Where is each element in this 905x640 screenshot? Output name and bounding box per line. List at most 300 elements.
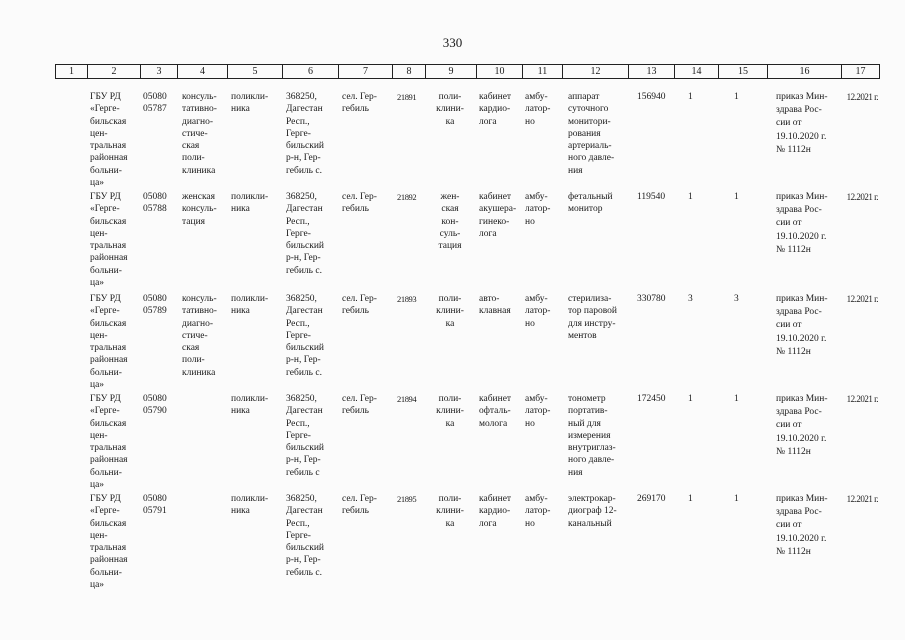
date-line: 12.2021 г. (846, 192, 878, 202)
quantity-line: 1 (688, 192, 693, 202)
care-mode-line: но (525, 418, 535, 429)
unit-type-cell (231, 191, 281, 216)
settlement-cell (342, 493, 392, 518)
number-cell (397, 293, 423, 305)
address-line: Герге- (286, 330, 311, 341)
subdivision-line: стиче- (182, 128, 208, 139)
organization-line: ГБУ РД (90, 494, 121, 504)
unit-type-line: ника (231, 506, 250, 517)
address-line: Дагестан (286, 406, 323, 417)
department-line: жен- (440, 192, 460, 202)
care-mode-line: латор- (525, 204, 551, 215)
order-line: здрава Рос- (776, 507, 822, 518)
equipment-cell (568, 191, 630, 216)
equipment-line: электрокар- (568, 494, 616, 504)
quantity-line: 1 (688, 394, 693, 404)
cabinet-cell (479, 393, 523, 430)
price-line: 156940 (637, 92, 666, 102)
organization-line: цен- (90, 430, 108, 441)
address-line: 368250, (286, 294, 317, 304)
organization-line: районная (90, 555, 128, 566)
equipment-cell (568, 493, 630, 530)
address-line: р-н, Гер- (286, 355, 321, 366)
column-number-11: 11 (522, 65, 562, 78)
cabinet-cell (479, 91, 523, 128)
organization-line: бильская (90, 518, 127, 529)
unit-type-line: поликли- (231, 394, 269, 404)
equipment-line: фетальный (568, 192, 613, 202)
unit-type-line: ника (231, 306, 250, 317)
date-line: 12.2021 г. (846, 92, 878, 102)
care-mode-line: амбу- (525, 294, 548, 304)
number-line: 21891 (397, 92, 417, 102)
order-cell (776, 191, 842, 257)
care-mode-line: латор- (525, 104, 551, 115)
department-cell (425, 191, 475, 252)
date-cell (842, 293, 878, 305)
cabinet-cell (479, 191, 523, 240)
care-mode-line: амбу- (525, 192, 548, 202)
equipment-line: монитори- (568, 116, 611, 127)
settlement-line: сел. Гер- (342, 294, 377, 304)
equipment-line: рования (568, 128, 601, 139)
column-number-3: 3 (140, 65, 177, 78)
order-line: сии от (776, 520, 802, 531)
order-line: сии от (776, 420, 802, 431)
code-cell (143, 91, 179, 116)
settlement-cell (342, 191, 392, 216)
quantity-cell (688, 91, 708, 103)
order-line: приказ Мин- (776, 192, 828, 202)
column-number-5: 5 (227, 65, 282, 78)
price-cell (637, 393, 675, 405)
unit-type-cell (231, 293, 281, 318)
subdivision-line: тация (182, 216, 206, 227)
code-line: 05791 (143, 506, 167, 517)
subdivision-cell (182, 191, 228, 228)
code-cell (143, 393, 179, 418)
order-line: № 1112н (776, 546, 811, 557)
department-cell (425, 293, 475, 330)
price-line: 119540 (637, 192, 666, 202)
price-line: 269170 (637, 494, 666, 504)
address-line: Дагестан (286, 306, 323, 317)
department-cell (425, 493, 475, 530)
address-line: Дагестан (286, 104, 323, 115)
organization-line: цен- (90, 128, 108, 139)
quantity-line: 1 (688, 92, 693, 102)
address-line: Герге- (286, 228, 311, 239)
cabinet-cell (479, 293, 523, 318)
cabinet-line: кабинет (479, 192, 512, 202)
department-cell (425, 91, 475, 128)
equipment-line: монитор (568, 204, 603, 215)
address-line: бильский (286, 443, 324, 454)
quantity-plan-line: 3 (734, 294, 739, 304)
price-line: 330780 (637, 294, 666, 304)
address-line: р-н, Гер- (286, 153, 321, 164)
organization-line: «Герге- (90, 406, 120, 417)
date-cell (842, 91, 878, 103)
department-line: тация (438, 241, 462, 252)
department-cell (425, 393, 475, 430)
column-number-15: 15 (718, 65, 767, 78)
care-mode-line: но (525, 518, 535, 529)
quantity-plan-cell (734, 191, 754, 203)
care-mode-line: латор- (525, 406, 551, 417)
settlement-line: сел. Гер- (342, 494, 377, 504)
organization-line: тральная (90, 443, 127, 454)
date-cell (842, 191, 878, 203)
organization-line: тральная (90, 343, 127, 354)
cabinet-line: кабинет (479, 494, 512, 504)
address-cell (286, 493, 340, 579)
address-line: 368250, (286, 192, 317, 202)
subdivision-line: ская (182, 343, 200, 354)
department-line: клини- (436, 506, 464, 517)
quantity-plan-line: 1 (734, 92, 739, 102)
order-line: 19.10.2020 г. (776, 231, 827, 242)
column-number-4: 4 (177, 65, 227, 78)
settlement-line: гебиль (342, 104, 369, 115)
equipment-cell (568, 393, 630, 479)
department-line: ка (445, 518, 455, 529)
quantity-plan-line: 1 (734, 494, 739, 504)
number-line: 21892 (397, 192, 417, 202)
unit-type-line: поликли- (231, 294, 269, 304)
number-line: 21893 (397, 294, 417, 304)
subdivision-line: клиника (182, 367, 216, 378)
organization-line: «Герге- (90, 306, 120, 317)
equipment-line: артериаль- (568, 141, 612, 152)
organization-line: «Герге- (90, 204, 120, 215)
settlement-cell (342, 91, 392, 116)
address-line: Герге- (286, 128, 311, 139)
department-line: клини- (436, 306, 464, 317)
column-number-1: 1 (55, 65, 87, 78)
order-line: здрава Рос- (776, 407, 822, 418)
address-cell (286, 91, 340, 177)
date-cell (842, 393, 878, 405)
equipment-line: для инстру- (568, 318, 616, 329)
number-line: 21894 (397, 394, 417, 404)
quantity-line: 3 (688, 294, 693, 304)
quantity-plan-line: 1 (734, 192, 739, 202)
cabinet-line: кардио- (479, 104, 511, 115)
cabinet-cell (479, 493, 523, 530)
price-line: 172450 (637, 394, 666, 404)
order-cell (776, 91, 842, 157)
address-line: Респ., (286, 318, 310, 329)
date-line: 12.2021 г. (846, 294, 878, 304)
order-line: 19.10.2020 г. (776, 533, 827, 544)
cabinet-line: лога (479, 518, 497, 529)
department-line: поли- (438, 92, 462, 102)
date-line: 12.2021 г. (846, 394, 878, 404)
address-line: бильский (286, 141, 324, 152)
column-number-9: 9 (425, 65, 476, 78)
order-line: № 1112н (776, 446, 811, 457)
department-line: ка (445, 418, 455, 429)
unit-type-line: ника (231, 406, 250, 417)
care-mode-line: латор- (525, 506, 551, 517)
settlement-line: гебиль (342, 204, 369, 215)
address-line: бильский (286, 343, 324, 354)
price-cell (637, 293, 675, 305)
subdivision-line: диагно- (182, 318, 214, 329)
cabinet-line: кабинет (479, 92, 512, 102)
organization-line: цен- (90, 330, 108, 341)
organization-line: «Герге- (90, 506, 120, 517)
quantity-line: 1 (688, 494, 693, 504)
quantity-cell (688, 191, 708, 203)
organization-cell (90, 393, 140, 491)
unit-type-cell (231, 493, 281, 518)
code-line: 05080 (143, 394, 167, 404)
settlement-line: сел. Гер- (342, 394, 377, 404)
department-line: клини- (436, 406, 464, 417)
price-cell (637, 191, 675, 203)
cabinet-line: лога (479, 228, 497, 239)
column-number-10: 10 (476, 65, 522, 78)
number-line: 21895 (397, 494, 417, 504)
organization-line: «Герге- (90, 104, 120, 115)
equipment-line: ментов (568, 330, 597, 341)
address-cell (286, 191, 340, 277)
organization-line: ГБУ РД (90, 394, 121, 404)
equipment-line: стерилиза- (568, 294, 612, 304)
address-line: 368250, (286, 494, 317, 504)
unit-type-line: ника (231, 204, 250, 215)
care-mode-line: но (525, 318, 535, 329)
address-line: гебиль с (286, 467, 320, 478)
subdivision-line: диагно- (182, 116, 214, 127)
address-cell (286, 393, 340, 479)
address-line: Дагестан (286, 204, 323, 215)
organization-line: тральная (90, 543, 127, 554)
address-line: 368250, (286, 394, 317, 404)
settlement-line: сел. Гер- (342, 192, 377, 202)
code-line: 05080 (143, 92, 167, 102)
settlement-line: гебиль (342, 306, 369, 317)
care-mode-line: латор- (525, 306, 551, 317)
address-cell (286, 293, 340, 379)
equipment-line: ного давле- (568, 455, 615, 466)
care-mode-cell (525, 91, 561, 128)
equipment-line: суточного (568, 104, 609, 115)
organization-cell (90, 293, 140, 391)
address-line: Герге- (286, 430, 311, 441)
subdivision-line: консуль- (182, 294, 217, 304)
order-line: здрава Рос- (776, 105, 822, 116)
address-line: р-н, Гер- (286, 253, 321, 264)
quantity-plan-cell (734, 393, 754, 405)
address-line: Герге- (286, 530, 311, 541)
organization-line: больни- (90, 467, 122, 478)
subdivision-line: поли- (182, 153, 205, 164)
address-line: Респ., (286, 216, 310, 227)
settlement-line: гебиль (342, 506, 369, 517)
order-line: сии от (776, 118, 802, 129)
organization-line: тральная (90, 141, 127, 152)
equipment-line: аппарат (568, 92, 600, 102)
organization-line: больни- (90, 367, 122, 378)
address-line: 368250, (286, 92, 317, 102)
order-line: сии от (776, 320, 802, 331)
subdivision-cell (182, 91, 228, 177)
organization-line: ГБУ РД (90, 92, 121, 102)
quantity-plan-cell (734, 493, 754, 505)
order-line: приказ Мин- (776, 394, 828, 404)
department-line: ская (441, 204, 459, 215)
quantity-cell (688, 493, 708, 505)
organization-line: цен- (90, 530, 108, 541)
date-line: 12.2021 г. (846, 494, 878, 504)
code-line: 05789 (143, 306, 167, 317)
code-cell (143, 493, 179, 518)
care-mode-cell (525, 393, 561, 430)
department-line: суль- (439, 228, 461, 239)
unit-type-line: поликли- (231, 192, 269, 202)
address-line: гебиль с. (286, 367, 322, 378)
subdivision-line: поли- (182, 355, 205, 366)
organization-line: цен- (90, 228, 108, 239)
number-cell (397, 191, 423, 203)
organization-line: бильская (90, 216, 127, 227)
column-number-2: 2 (87, 65, 140, 78)
care-mode-line: амбу- (525, 92, 548, 102)
equipment-line: тонометр (568, 394, 606, 404)
order-line: 19.10.2020 г. (776, 433, 827, 444)
settlement-line: сел. Гер- (342, 92, 377, 102)
equipment-line: ния (568, 467, 583, 478)
settlement-cell (342, 393, 392, 418)
address-line: Респ., (286, 116, 310, 127)
care-mode-line: амбу- (525, 494, 548, 504)
department-line: ка (445, 318, 455, 329)
number-cell (397, 393, 423, 405)
order-line: № 1112н (776, 346, 811, 357)
care-mode-cell (525, 191, 561, 228)
subdivision-line: ская (182, 141, 200, 152)
department-line: поли- (438, 494, 462, 504)
order-line: 19.10.2020 г. (776, 333, 827, 344)
code-line: 05080 (143, 494, 167, 504)
organization-line: ца» (90, 380, 105, 391)
cabinet-line: молога (479, 418, 508, 429)
cabinet-line: кабинет (479, 394, 512, 404)
care-mode-cell (525, 293, 561, 330)
code-line: 05080 (143, 192, 167, 202)
organization-line: тральная (90, 241, 127, 252)
code-line: 05787 (143, 104, 167, 115)
equipment-cell (568, 293, 630, 342)
code-line: 05788 (143, 204, 167, 215)
organization-line: ца» (90, 580, 105, 591)
order-cell (776, 493, 842, 559)
order-line: приказ Мин- (776, 294, 828, 304)
cabinet-line: акушера- (479, 204, 517, 215)
equipment-line: ный для (568, 418, 601, 429)
subdivision-line: женская (182, 192, 216, 202)
equipment-line: ния (568, 165, 583, 176)
address-line: р-н, Гер- (286, 455, 321, 466)
column-number-14: 14 (674, 65, 718, 78)
column-number-13: 13 (628, 65, 674, 78)
code-line: 05790 (143, 406, 167, 417)
order-cell (776, 293, 842, 359)
organization-line: ца» (90, 278, 105, 289)
order-line: сии от (776, 218, 802, 229)
organization-line: районная (90, 253, 128, 264)
page-number: 330 (442, 35, 463, 50)
column-number-8: 8 (392, 65, 425, 78)
subdivision-line: стиче- (182, 330, 208, 341)
care-mode-line: но (525, 216, 535, 227)
organization-cell (90, 91, 140, 189)
cabinet-line: клавная (479, 306, 511, 317)
organization-line: районная (90, 153, 128, 164)
organization-line: районная (90, 455, 128, 466)
organization-line: районная (90, 355, 128, 366)
organization-line: ГБУ РД (90, 294, 121, 304)
number-cell (397, 91, 423, 103)
subdivision-line: консуль- (182, 92, 217, 102)
subdivision-line: тативно- (182, 104, 217, 115)
settlement-cell (342, 293, 392, 318)
code-line: 05080 (143, 294, 167, 304)
equipment-line: ного давле- (568, 153, 615, 164)
order-line: здрава Рос- (776, 205, 822, 216)
column-number-12: 12 (562, 65, 628, 78)
address-line: Респ., (286, 418, 310, 429)
unit-type-line: ника (231, 104, 250, 115)
subdivision-cell (182, 293, 228, 379)
equipment-line: канальный (568, 518, 612, 529)
settlement-line: гебиль (342, 406, 369, 417)
subdivision-line: тативно- (182, 306, 217, 317)
column-number-17: 17 (841, 65, 880, 78)
subdivision-line: клиника (182, 165, 216, 176)
organization-cell (90, 191, 140, 289)
department-line: поли- (438, 294, 462, 304)
quantity-cell (688, 393, 708, 405)
organization-line: бильская (90, 116, 127, 127)
organization-line: больни- (90, 567, 122, 578)
cabinet-line: гинеко- (479, 216, 510, 227)
organization-line: ГБУ РД (90, 192, 121, 202)
department-line: ка (445, 116, 455, 127)
column-number-header (55, 64, 880, 79)
cabinet-line: кардио- (479, 506, 511, 517)
address-line: гебиль с. (286, 265, 322, 276)
cabinet-line: лога (479, 116, 497, 127)
address-line: гебиль с. (286, 567, 322, 578)
care-mode-line: амбу- (525, 394, 548, 404)
department-line: поли- (438, 394, 462, 404)
order-line: 19.10.2020 г. (776, 131, 827, 142)
price-cell (637, 493, 675, 505)
address-line: бильский (286, 241, 324, 252)
address-line: бильский (286, 543, 324, 554)
code-cell (143, 293, 179, 318)
organization-line: больни- (90, 165, 122, 176)
column-number-7: 7 (338, 65, 392, 78)
code-cell (143, 191, 179, 216)
quantity-plan-cell (734, 293, 754, 305)
address-line: Респ., (286, 518, 310, 529)
equipment-line: измерения (568, 430, 611, 441)
